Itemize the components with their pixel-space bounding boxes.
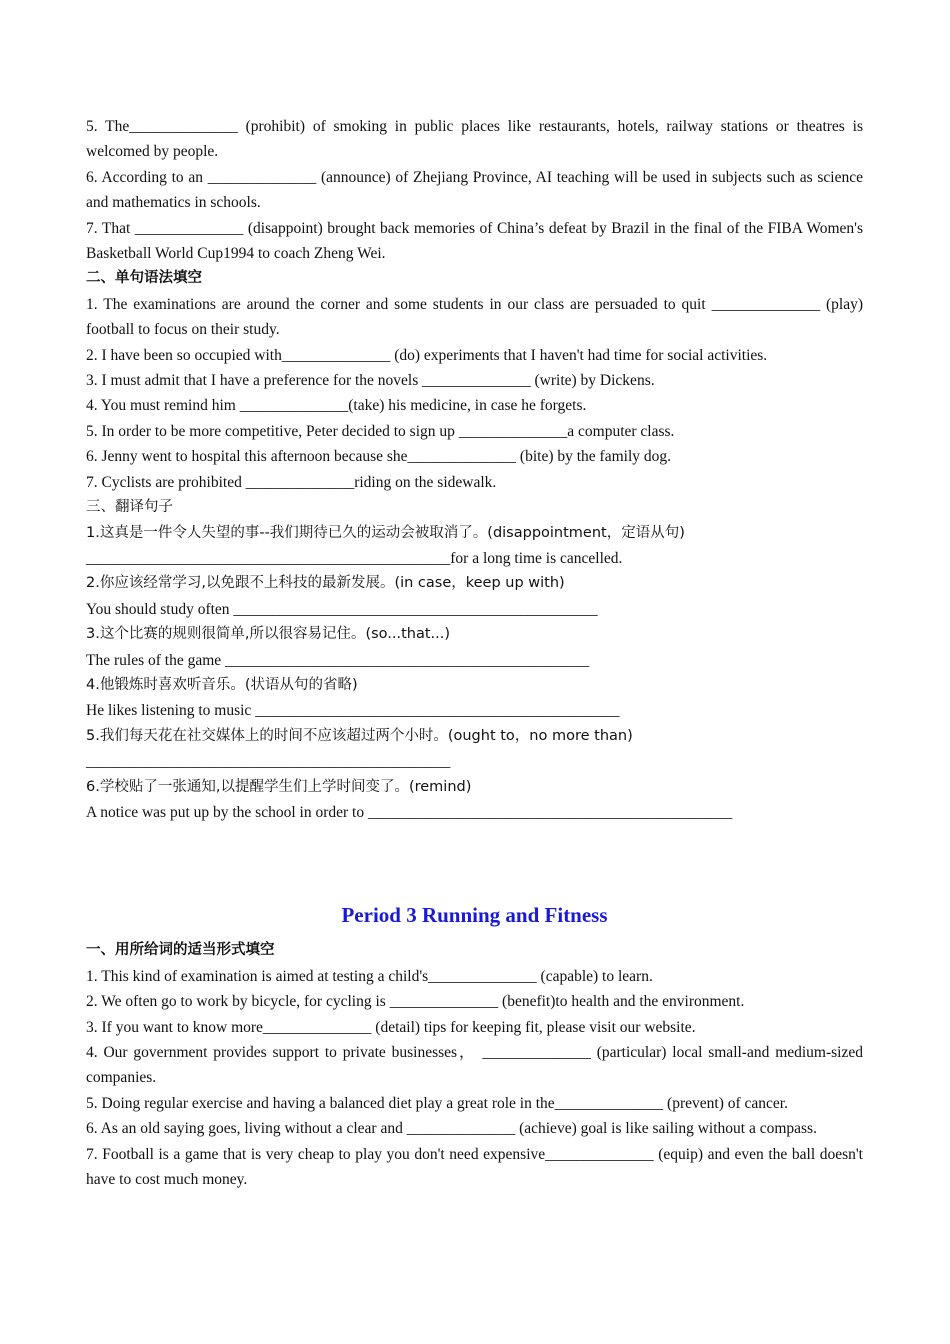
translation-answer-line: You should study often _______________________________________________ — [86, 600, 598, 618]
exercise-item: 6. According to an ______________ (announce) of Zhejiang Province, AI teaching will be used in subjects such as science and mathematics in schools. — [86, 168, 863, 212]
exercise-item: 7. Cyclists are prohibited ______________riding on the sidewalk. — [86, 473, 497, 491]
worksheet-page — [86, 114, 863, 1192]
translation-answer-line: _______________________________________________ — [86, 753, 451, 771]
translation-prompt: 4.他锻炼时喜欢听音乐。(状语从句的省略) — [86, 676, 358, 693]
exercise-item: 4. You must remind him ______________(take) his medicine, in case he forgets. — [86, 397, 587, 415]
exercise-item: 7. Football is a game that is very cheap to play you don't need expensive______________ (equip) and even the ball doesn't have to cost much money. — [86, 1145, 863, 1189]
exercise-item: 7. That ______________ (disappoint) brought back memories of China’s defeat by Brazil in the final of the FIBA Women's Basketball World Cup1994 to coach Zheng Wei. — [86, 219, 863, 263]
exercise-item: 5. In order to be more competitive, Peter decided to sign up ______________a computer class. — [86, 422, 675, 440]
exercise-item: 4. Our government provides support to private businesses， ______________ (particular) local small-and medium-sized companies. — [86, 1044, 863, 1087]
exercise-item: 5. The______________ (prohibit) of smoking in public places like restaurants, hotels, railway stations or theatres is welcomed by people. — [86, 118, 863, 161]
translation-answer-line: _______________________________________________for a long time is cancelled. — [86, 549, 623, 567]
section-a — [86, 114, 863, 266]
translation-answer-line: The rules of the game _______________________________________________ — [86, 651, 590, 669]
translation-answer-line: He likes listening to music _______________________________________________ — [86, 702, 620, 720]
translation-prompt: 2.你应该经常学习,以免跟不上科技的最新发展。(in case，keep up with) — [86, 575, 565, 592]
translation-prompt: 5.我们每天花在社交媒体上的时间不应该超过两个小时。(ought to，no more than) — [86, 727, 633, 744]
exercise-item: 6. As an old saying goes, living without a clear and ______________ (achieve) goal is like sailing without a compass. — [86, 1120, 817, 1138]
period-title: Period 3 Running and Fitness — [341, 903, 608, 928]
section-heading: 一、用所给词的适当形式填空 — [86, 942, 275, 959]
section-b — [86, 266, 863, 495]
translation-prompt: 1.这真是一件令人失望的事--我们期待已久的运动会被取消了。(disappointment，定语从句) — [86, 524, 685, 541]
exercise-item: 3. If you want to know more______________ (detail) tips for keeping fit, please visit our website. — [86, 1018, 696, 1036]
section-heading: 三、翻译句子 — [86, 499, 173, 516]
section-heading: 二、单句语法填空 — [86, 270, 202, 287]
exercise-item: 2. I have been so occupied with______________ (do) experiments that I haven't had time for social activities. — [86, 346, 768, 364]
translation-answer-line: A notice was put up by the school in order to _______________________________________________ — [86, 803, 733, 821]
exercise-item: 3. I must admit that I have a preference for the novels ______________ (write) by Dickens. — [86, 372, 655, 390]
title-gap — [86, 930, 863, 938]
translation-prompt: 3.这个比赛的规则很简单,所以很容易记住。(so...that...) — [86, 626, 451, 643]
exercise-item: 2. We often go to work by bicycle, for cycling is ______________ (benefit)to health and the environment. — [86, 993, 745, 1011]
translation-prompt: 6.学校贴了一张通知,以提醒学生们上学时间变了。(remind) — [86, 778, 472, 795]
section-c — [86, 495, 863, 825]
exercise-item: 5. Doing regular exercise and having a balanced diet play a great role in the______________ (prevent) of cancer. — [86, 1094, 788, 1112]
exercise-item: 6. Jenny went to hospital this afternoon because she______________ (bite) by the family dog. — [86, 448, 672, 466]
exercise-item: 1. This kind of examination is aimed at testing a child's______________ (capable) to learn. — [86, 967, 653, 985]
exercise-item: 1. The examinations are around the corner and some students in our class are persuaded to quit ______________ (play) football to focus on their study. — [86, 295, 863, 339]
page-gap — [86, 825, 863, 900]
period3-section — [86, 900, 863, 1192]
